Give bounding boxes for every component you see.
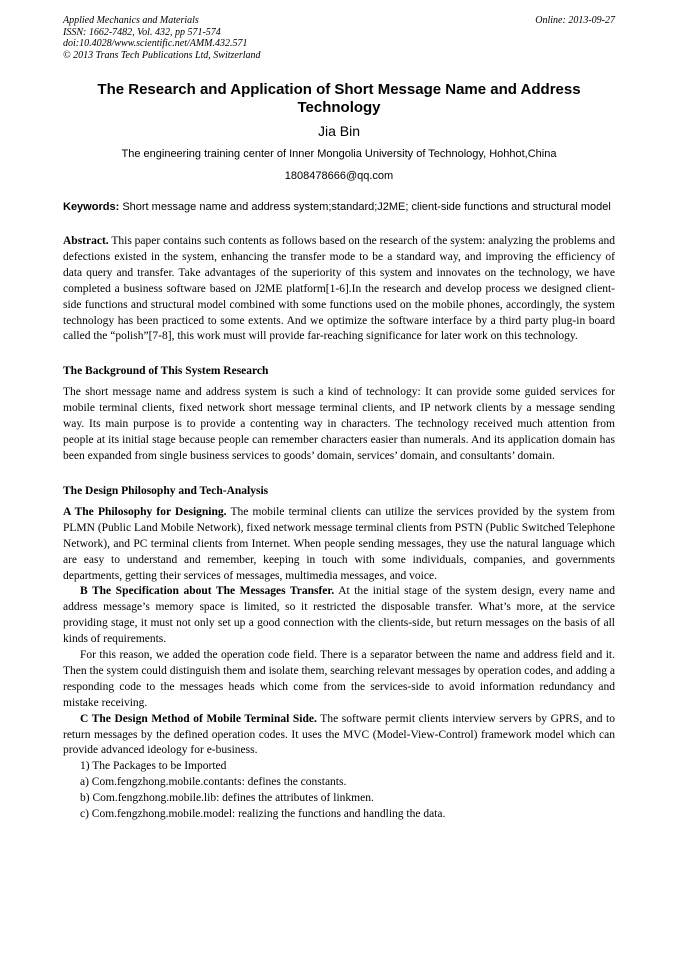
paper-page (63, 15, 615, 823)
abstract-text: This paper contains such contents as follows based on the research of the system: analyzing the problems and defections existed in the system, enhancing the transfer mode to be a standard way, and improving the efficiency of data query and transfer. Take advantages of the superiority of this system and innovates on the technology, we have completed a business software based on J2ME platform[1-6].In the research and develop process we designed client-side functions and structural model combined with some functions used on the mobile phones, accordingly, the system technology has been practiced to some extents. And we optimize the software interface by a third party plug-in board called the “polish”[7-8], this work must will provide far-reaching significance for later work on this technology. (63, 235, 615, 343)
online-date: Online: 2013-09-27 (535, 15, 615, 26)
subsection-a (63, 505, 615, 585)
author-name: Jia Bin (317, 123, 361, 139)
abstract-label: Abstract. (63, 235, 109, 247)
keywords (63, 200, 615, 215)
journal-name: Applied Mechanics and Materials (63, 15, 199, 26)
author-affiliation: The engineering training center of Inner Mongolia University of Technology, Hohhot,China (121, 148, 557, 160)
list-item: a) Com.fengzhong.mobile.contants: defines the constants. (80, 776, 347, 789)
section-heading-background: The Background of This System Research (63, 365, 269, 378)
subsection-c (63, 712, 615, 760)
operation-code-paragraph: For this reason, we added the operation code field. There is a separator between the name and address field and it. Then the system could distinguish them and isolate them, searching relevant messages by operation codes, and adding a responding code to the messages heads which come from the services-side to avoid information redundancy and mistake receiving. (63, 649, 615, 709)
background-paragraph: The short message name and address system is such a kind of technology: It can provide some guided services for mobile terminal clients, fixed network short message terminal clients, and IP network clients by a message sending way. Its main purpose is to provide a contenting way in characters. The technology received much attention from people at its initial stage because people can remember characters easier than numerals. And its application domain has been expanded from single business services to goods’ domain, services’ domain, and consultants’ domain. (63, 386, 615, 462)
paper-title: The Research and Application of Short Message Name and Address Technology (97, 81, 581, 116)
keywords-text: Short message name and address system;standard;J2ME; client-side functions and structural model (122, 201, 611, 213)
subsection-a-text: The mobile terminal clients can utilize the services provided by the system from PLMN (Public Land Mobile Network), fixed network message terminal clients from PSTN (Public Switched Telephone Network), and PC terminal clients from Internet. When people sending messages, they use the natural language which are easy to understand and remember, keeping in touch with some individuals, companies, and governments departments, getting their services of messages, multimedia messages, and voice. (63, 505, 615, 582)
author-email: 1808478666@qq.com (284, 170, 394, 182)
abstract (63, 234, 615, 345)
subsection-b-label: B The Specification about The Messages Transfer. (80, 585, 335, 598)
subsection-a-label: A The Philosophy for Designing. (63, 505, 227, 518)
subsection-b (63, 584, 615, 648)
issn-line: ISSN: 1662-7482, Vol. 432, pp 571-574 (63, 26, 221, 38)
copyright-line: © 2013 Trans Tech Publications Ltd, Switzerland (63, 49, 261, 61)
subsection-c-label: C The Design Method of Mobile Terminal Side. (80, 712, 317, 725)
subsection-b-text: At the initial stage of the system design, every name and address message’s memory space is limited, so it restricted the disposable transfer. What’s more, at the service providing stage, it must not only set up a good connection with the clients-side, but return messages on the basis of all kinds of requirements. (63, 585, 615, 646)
keywords-label: Keywords: (63, 201, 120, 213)
list-item: c) Com.fengzhong.mobile.model: realizing the functions and handling the data. (80, 808, 446, 821)
list-item: b) Com.fengzhong.mobile.lib: defines the attributes of linkmen. (80, 792, 374, 805)
doi-line: doi:10.4028/www.scientific.net/AMM.432.571 (63, 38, 248, 49)
packages-list-heading: 1) The Packages to be Imported (80, 760, 227, 773)
subsection-c-text: The software permit clients interview servers by GPRS, and to return messages by the defined operation codes. It uses the MVC (Model-View-Control) framework model which can provide advanced ideology for e-business. (63, 712, 616, 757)
journal-header (63, 15, 615, 61)
section-heading-design: The Design Philosophy and Tech-Analysis (63, 484, 269, 497)
